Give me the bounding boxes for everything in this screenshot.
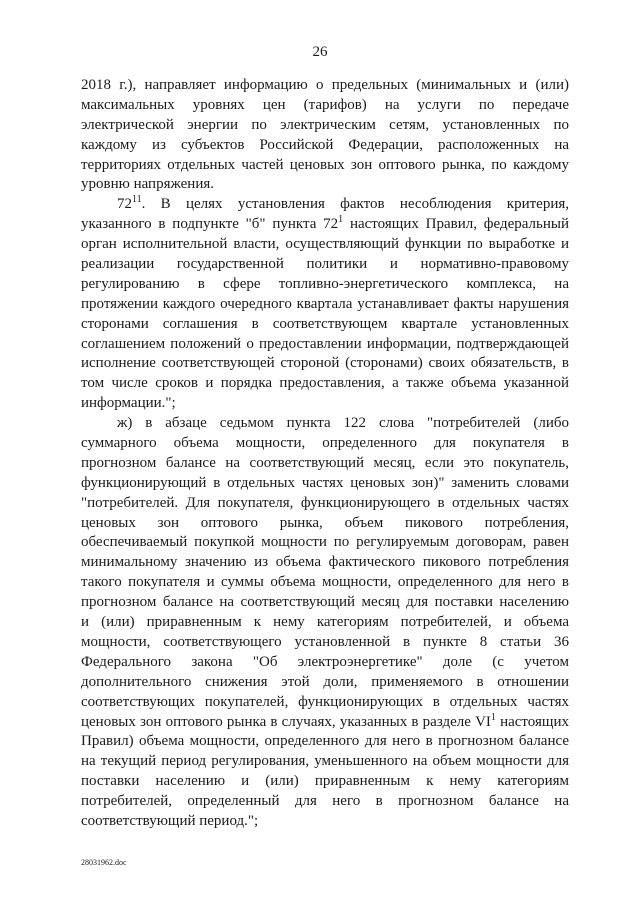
superscript: 1 [490,712,496,723]
text-line: соответствующих покупателей, функционирующих в отдельных частях [81,693,569,710]
text-line: "потребителей. Для покупателя, функционирующего в отдельных частях [81,494,569,511]
superscript: 1 [338,215,344,226]
text-line: дополнительного снижения этой доли, применяемого в отношении [81,673,569,690]
document-body [81,76,569,832]
text-line: том числе сроков и порядка предоставления, а также объема указанной [81,375,569,392]
text-line: уровню напряжения. [81,176,215,193]
text-line: реализации государственной политики и нормативно-правовому [81,256,569,273]
text-line: регулированию в сфере топливно-энергетического комплекса, на [81,275,569,292]
text-line [81,713,569,733]
text-fragment: указанного в подпункте "б" пункта 72 [81,216,339,233]
text-fragment: . В целях установления фактов несоблюдения критерия, [141,196,569,213]
text-line: максимальных уровнях цен (тарифов) на услуги по передаче [81,96,569,113]
text-line: обеспечиваемый покупкой мощности по регулируемым договорам, равен [81,534,569,551]
text-line [81,195,569,215]
text-line: территориях отдельных частей ценовых зон оптового рынка, по каждому [81,156,569,173]
text-line: Федерального закона "Об электроэнергетике" доле (с учетом [81,653,569,670]
text-line: и (или) приравненным к нему категориям потребителей, и объема [81,614,569,631]
text-line: информации."; [81,395,176,412]
superscript: 11 [132,195,142,206]
text-line: 2018 г.), направляет информацию о предельных (минимальных и (или) [81,77,569,93]
text-line: каждому из субъектов Российской Федерации, расположенных на [81,136,569,153]
text-line: на текущий период регулирования, уменьшенного на объем мощности для [81,753,569,770]
text-line: соответствующий период."; [81,812,259,829]
text-line: минимальному значению из объема фактического пикового потребления [81,554,569,571]
text-line: протяжении каждого очередного квартала устанавливает факты нарушения [81,295,569,312]
text-line: потребителей, определенный для него в прогнозном балансе на [81,793,569,810]
text-line: сторонами соглашения в соответствующем квартале установленных [81,315,569,332]
page-number: 26 [312,44,328,60]
text-line [81,215,569,235]
text-line: функционирующий в отдельных частях ценовых зон)" заменить словами [81,474,569,491]
text-line: такого покупателя и суммы объема мощности, определенного для него в [81,574,569,591]
text-line: орган исполнительной власти, осуществляющий функции по выработке и [81,236,569,253]
text-line: прогнозном балансе на соответствующий месяц, если это покупатель, [81,454,569,471]
text-fragment: 72 [117,196,132,213]
text-line: Правил) объема мощности, определенного для него в прогнозном балансе [81,733,569,750]
text-line: ценовых зон оптового рынка, объем пикового потребления, [81,514,569,531]
text-line: поставки населению и (или) приравненным к нему категориям [81,773,569,790]
text-fragment: настоящих [495,713,569,730]
text-line: суммарного объема мощности, определенного для покупателя в [81,435,569,452]
file-name-footer: 28031962.doc [81,858,127,867]
text-fragment: ценовых зон оптового рынка в случаях, указанных в разделе VI [81,713,491,730]
text-line: ж) в абзаце седьмом пункта 122 слова "потребителей (либо [117,415,569,432]
text-line: исполнение соответствующей стороной (сторонами) своих обязательств, в [81,355,569,372]
text-line: электрической энергии по электрическим сетям, установленных по [81,116,569,133]
text-line: соглашением положений о предоставлении информации, подтверждающей [81,335,569,352]
text-line: мощности, соответствующего установленной в пункте 8 статьи 36 [81,633,569,650]
text-line: прогнозном балансе на соответствующий месяц для поставки населению [81,594,569,611]
text-fragment: настоящих Правил, федеральный [343,216,569,233]
